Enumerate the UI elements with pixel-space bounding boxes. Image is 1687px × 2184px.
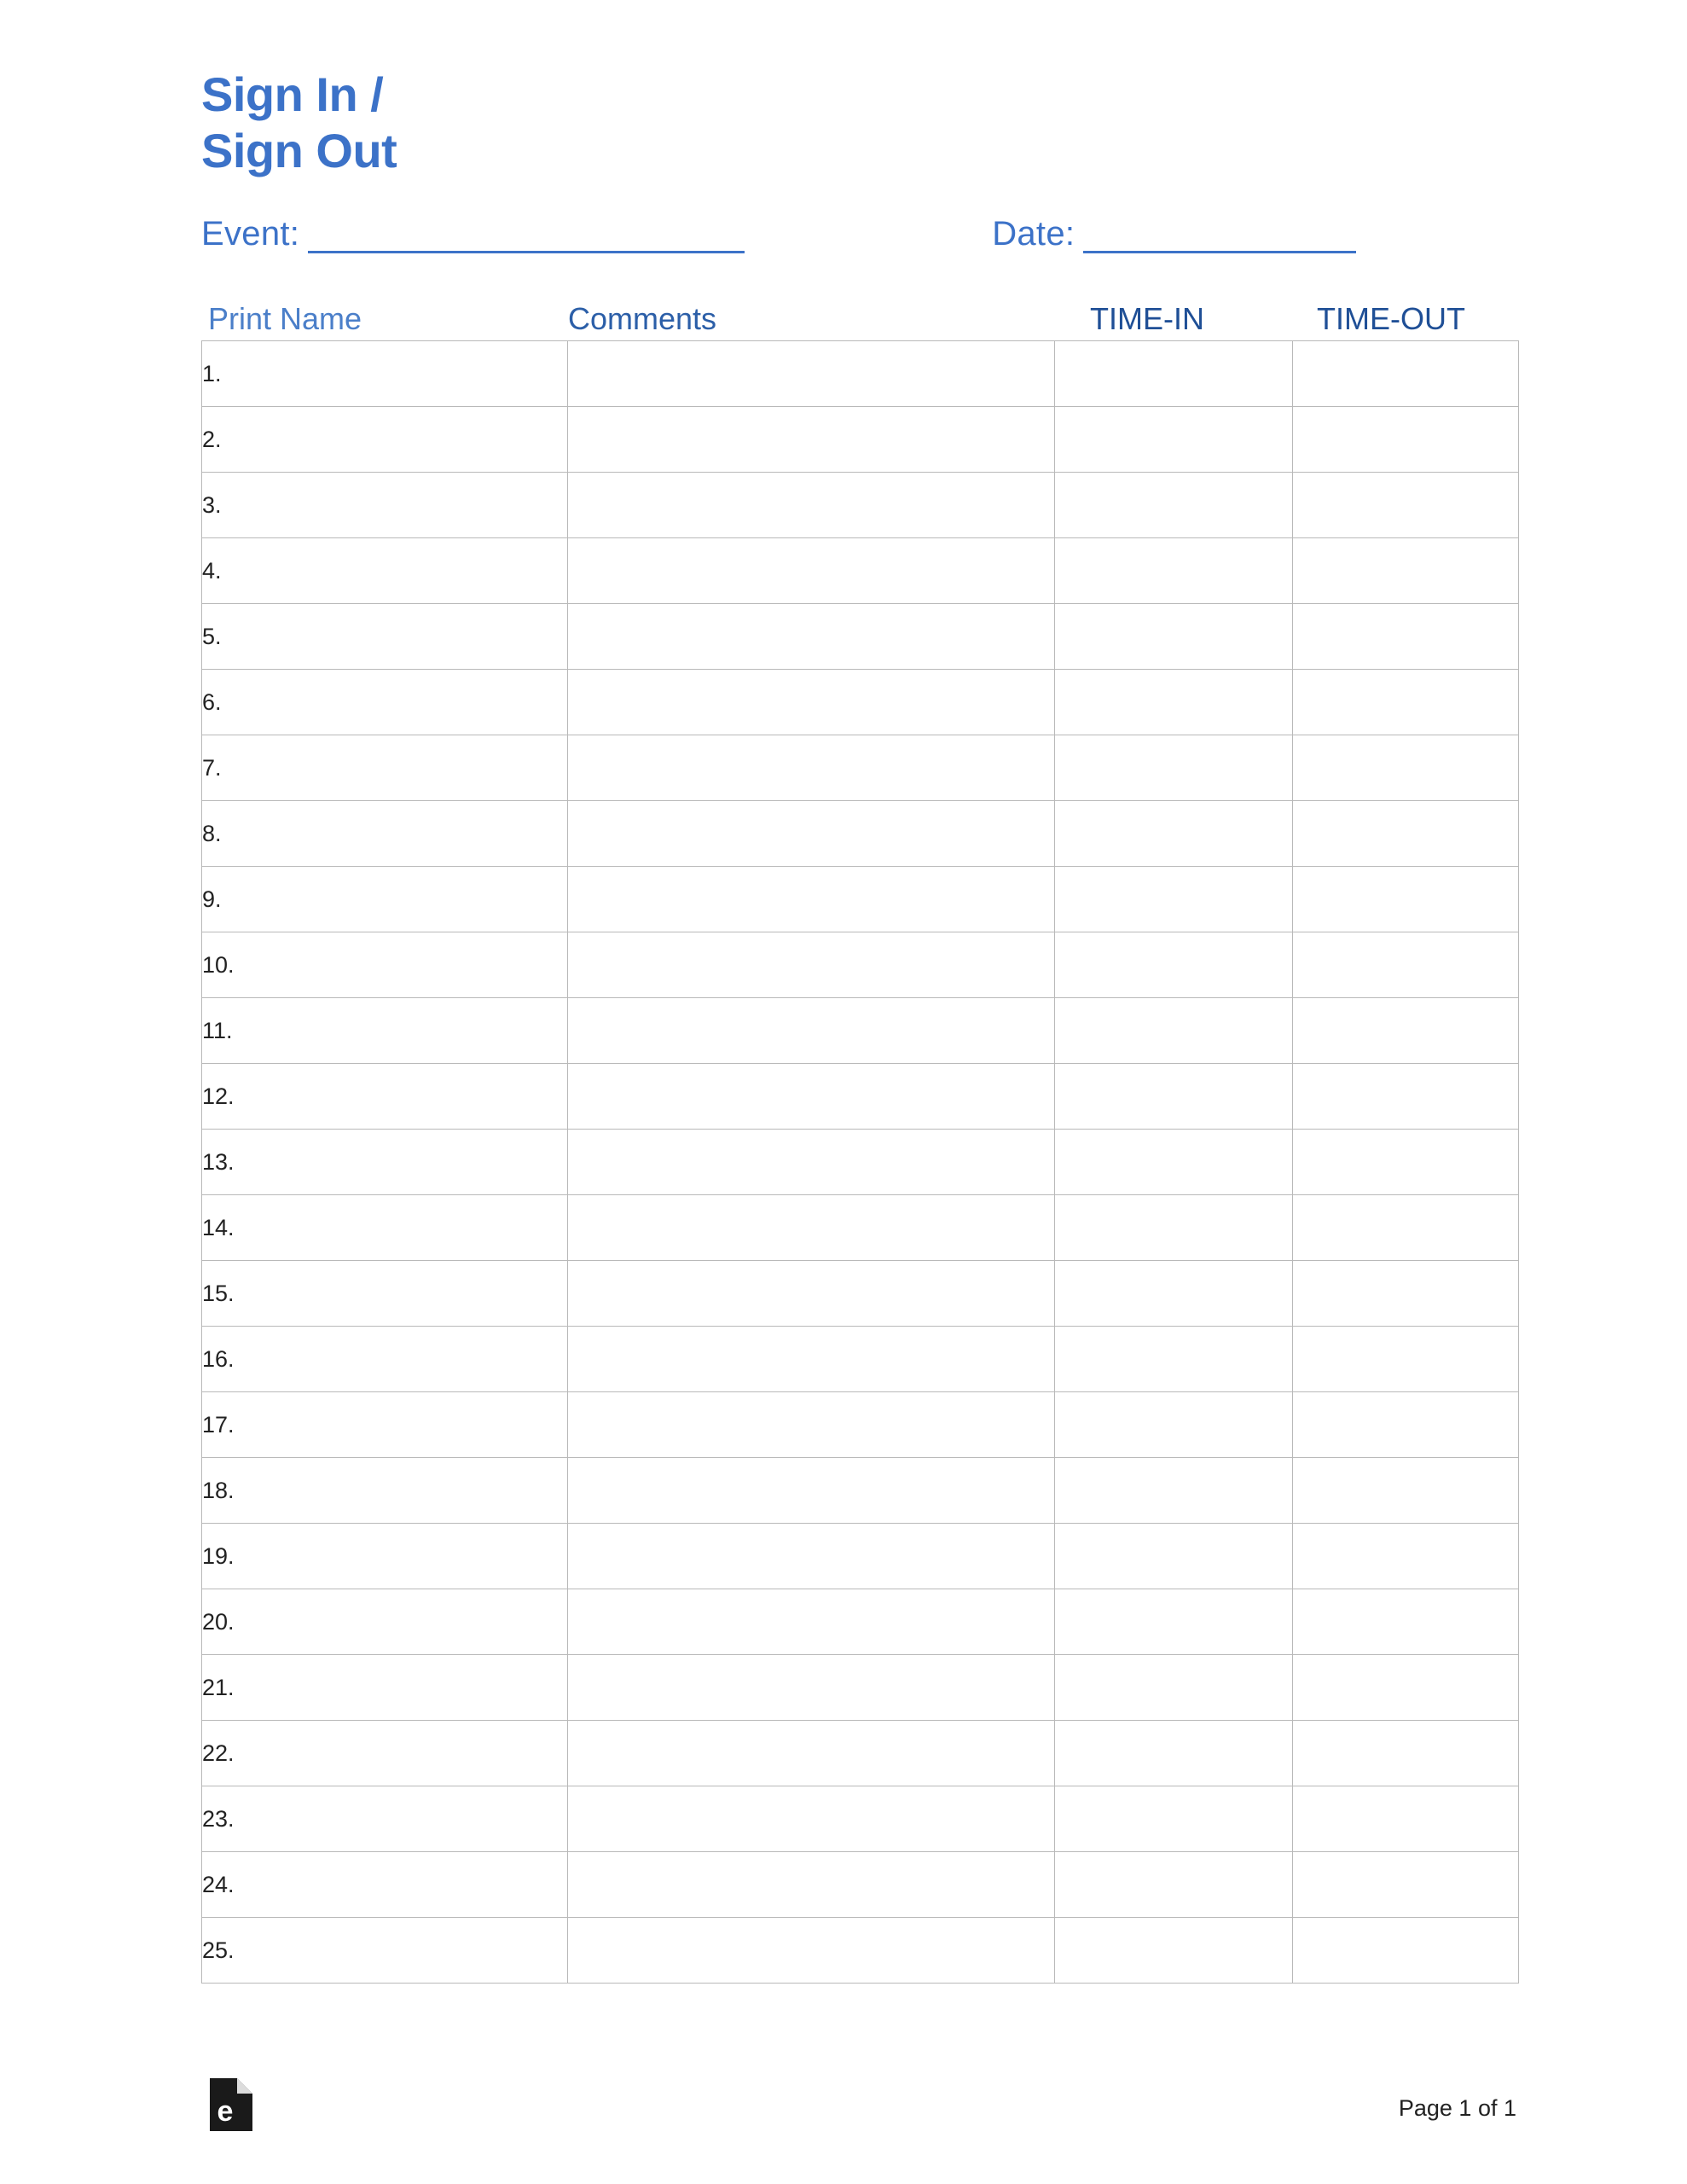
row-time-out-cell[interactable] bbox=[1293, 473, 1519, 538]
table-row bbox=[202, 1458, 1519, 1524]
table-row bbox=[202, 604, 1519, 670]
row-comments-cell[interactable] bbox=[568, 341, 1055, 407]
column-header-time-in: TIME-IN bbox=[1090, 301, 1204, 337]
row-comments-cell[interactable] bbox=[568, 932, 1055, 998]
row-comments-cell[interactable] bbox=[568, 473, 1055, 538]
column-header-time-out: TIME-OUT bbox=[1317, 301, 1465, 337]
row-time-in-cell[interactable] bbox=[1055, 735, 1293, 801]
row-time-in-cell[interactable] bbox=[1055, 1261, 1293, 1327]
row-comments-cell[interactable] bbox=[568, 1524, 1055, 1589]
row-time-out-cell[interactable] bbox=[1293, 1130, 1519, 1195]
row-number: 9. bbox=[202, 867, 568, 932]
table-row bbox=[202, 1655, 1519, 1721]
row-comments-cell[interactable] bbox=[568, 735, 1055, 801]
document-content bbox=[201, 51, 1515, 1984]
row-time-out-cell[interactable] bbox=[1293, 1524, 1519, 1589]
row-number: 3. bbox=[202, 473, 568, 538]
table-row bbox=[202, 1130, 1519, 1195]
row-time-out-cell[interactable] bbox=[1293, 735, 1519, 801]
row-time-in-cell[interactable] bbox=[1055, 1918, 1293, 1984]
row-comments-cell[interactable] bbox=[568, 1721, 1055, 1786]
page-number: Page 1 of 1 bbox=[1398, 2095, 1516, 2121]
table-row bbox=[202, 932, 1519, 998]
row-time-in-cell[interactable] bbox=[1055, 998, 1293, 1064]
row-time-in-cell[interactable] bbox=[1055, 1458, 1293, 1524]
row-number: 25. bbox=[202, 1918, 568, 1984]
row-number: 8. bbox=[202, 801, 568, 867]
row-time-out-cell[interactable] bbox=[1293, 1064, 1519, 1130]
table-row bbox=[202, 473, 1519, 538]
row-time-out-cell[interactable] bbox=[1293, 801, 1519, 867]
row-time-in-cell[interactable] bbox=[1055, 1721, 1293, 1786]
table-row bbox=[202, 1327, 1519, 1392]
row-comments-cell[interactable] bbox=[568, 407, 1055, 473]
sign-in-table-body bbox=[202, 341, 1519, 1984]
row-time-out-cell[interactable] bbox=[1293, 1392, 1519, 1458]
table-row bbox=[202, 670, 1519, 735]
table-row bbox=[202, 1195, 1519, 1261]
event-input-blank[interactable] bbox=[308, 222, 745, 253]
row-comments-cell[interactable] bbox=[568, 1327, 1055, 1392]
row-number: 14. bbox=[202, 1195, 568, 1261]
row-time-out-cell[interactable] bbox=[1293, 604, 1519, 670]
row-time-in-cell[interactable] bbox=[1055, 1130, 1293, 1195]
page-title-line-2: Sign Out bbox=[201, 124, 397, 178]
row-time-out-cell[interactable] bbox=[1293, 1655, 1519, 1721]
row-comments-cell[interactable] bbox=[568, 538, 1055, 604]
table-row bbox=[202, 1261, 1519, 1327]
table-row bbox=[202, 407, 1519, 473]
eforms-logo-icon bbox=[208, 2077, 254, 2133]
date-input-blank[interactable] bbox=[1083, 222, 1356, 253]
row-number: 19. bbox=[202, 1524, 568, 1589]
row-time-in-cell[interactable] bbox=[1055, 538, 1293, 604]
row-time-in-cell[interactable] bbox=[1055, 1786, 1293, 1852]
row-time-out-cell[interactable] bbox=[1293, 867, 1519, 932]
row-comments-cell[interactable] bbox=[568, 1918, 1055, 1984]
row-time-out-cell[interactable] bbox=[1293, 1458, 1519, 1524]
table-row bbox=[202, 1852, 1519, 1918]
row-time-in-cell[interactable] bbox=[1055, 473, 1293, 538]
row-time-out-cell[interactable] bbox=[1293, 1261, 1519, 1327]
row-time-out-cell[interactable] bbox=[1293, 341, 1519, 407]
row-time-in-cell[interactable] bbox=[1055, 407, 1293, 473]
row-number: 1. bbox=[202, 341, 568, 407]
row-comments-cell[interactable] bbox=[568, 801, 1055, 867]
row-time-out-cell[interactable] bbox=[1293, 1721, 1519, 1786]
row-number: 21. bbox=[202, 1655, 568, 1721]
table-row bbox=[202, 1786, 1519, 1852]
row-comments-cell[interactable] bbox=[568, 1392, 1055, 1458]
sign-in-table bbox=[201, 340, 1519, 1984]
row-number: 16. bbox=[202, 1327, 568, 1392]
row-comments-cell[interactable] bbox=[568, 1064, 1055, 1130]
table-row bbox=[202, 1524, 1519, 1589]
table-row bbox=[202, 538, 1519, 604]
row-number: 10. bbox=[202, 932, 568, 998]
table-row bbox=[202, 1392, 1519, 1458]
row-number: 2. bbox=[202, 407, 568, 473]
row-number: 23. bbox=[202, 1786, 568, 1852]
row-time-in-cell[interactable] bbox=[1055, 604, 1293, 670]
row-time-in-cell[interactable] bbox=[1055, 1392, 1293, 1458]
row-number: 5. bbox=[202, 604, 568, 670]
row-comments-cell[interactable] bbox=[568, 670, 1055, 735]
row-time-out-cell[interactable] bbox=[1293, 998, 1519, 1064]
row-time-out-cell[interactable] bbox=[1293, 670, 1519, 735]
row-comments-cell[interactable] bbox=[568, 998, 1055, 1064]
row-comments-cell[interactable] bbox=[568, 1195, 1055, 1261]
table-row bbox=[202, 735, 1519, 801]
table-row bbox=[202, 801, 1519, 867]
row-time-in-cell[interactable] bbox=[1055, 932, 1293, 998]
row-time-in-cell[interactable] bbox=[1055, 1852, 1293, 1918]
column-header-comments: Comments bbox=[568, 301, 717, 337]
row-time-in-cell[interactable] bbox=[1055, 1524, 1293, 1589]
column-header-print-name: Print Name bbox=[208, 301, 362, 337]
row-time-out-cell[interactable] bbox=[1293, 538, 1519, 604]
row-number: 11. bbox=[202, 998, 568, 1064]
row-time-out-cell[interactable] bbox=[1293, 1589, 1519, 1655]
row-time-in-cell[interactable] bbox=[1055, 670, 1293, 735]
row-time-in-cell[interactable] bbox=[1055, 1195, 1293, 1261]
row-time-out-cell[interactable] bbox=[1293, 932, 1519, 998]
row-time-in-cell[interactable] bbox=[1055, 1327, 1293, 1392]
page-footer bbox=[201, 2077, 1516, 2136]
row-comments-cell[interactable] bbox=[568, 1655, 1055, 1721]
table-row bbox=[202, 1721, 1519, 1786]
row-time-in-cell[interactable] bbox=[1055, 1064, 1293, 1130]
row-time-in-cell[interactable] bbox=[1055, 1655, 1293, 1721]
table-row bbox=[202, 867, 1519, 932]
row-time-out-cell[interactable] bbox=[1293, 1918, 1519, 1984]
row-number: 17. bbox=[202, 1392, 568, 1458]
row-comments-cell[interactable] bbox=[568, 1261, 1055, 1327]
row-time-in-cell[interactable] bbox=[1055, 801, 1293, 867]
row-number: 6. bbox=[202, 670, 568, 735]
date-label: Date: bbox=[992, 215, 1075, 253]
row-number: 18. bbox=[202, 1458, 568, 1524]
table-column-headers bbox=[201, 282, 1515, 337]
svg-text:e: e bbox=[217, 2095, 234, 2128]
row-time-out-cell[interactable] bbox=[1293, 1327, 1519, 1392]
row-number: 15. bbox=[202, 1261, 568, 1327]
row-number: 20. bbox=[202, 1589, 568, 1655]
page-title bbox=[201, 51, 1515, 179]
row-time-out-cell[interactable] bbox=[1293, 1852, 1519, 1918]
row-time-out-cell[interactable] bbox=[1293, 1786, 1519, 1852]
row-comments-cell[interactable] bbox=[568, 1130, 1055, 1195]
event-label: Event: bbox=[201, 215, 300, 253]
row-number: 12. bbox=[202, 1064, 568, 1130]
row-comments-cell[interactable] bbox=[568, 1852, 1055, 1918]
row-number: 7. bbox=[202, 735, 568, 801]
row-number: 13. bbox=[202, 1130, 568, 1195]
row-comments-cell[interactable] bbox=[568, 1786, 1055, 1852]
row-time-in-cell[interactable] bbox=[1055, 341, 1293, 407]
date-field bbox=[992, 215, 1356, 253]
table-row bbox=[202, 1589, 1519, 1655]
row-time-out-cell[interactable] bbox=[1293, 1195, 1519, 1261]
row-time-out-cell[interactable] bbox=[1293, 407, 1519, 473]
row-number: 22. bbox=[202, 1721, 568, 1786]
row-time-in-cell[interactable] bbox=[1055, 867, 1293, 932]
event-field bbox=[201, 215, 745, 253]
row-comments-cell[interactable] bbox=[568, 1589, 1055, 1655]
page-title-line-1: Sign In / bbox=[201, 67, 384, 121]
table-row bbox=[202, 998, 1519, 1064]
table-row bbox=[202, 1064, 1519, 1130]
row-number: 4. bbox=[202, 538, 568, 604]
row-time-in-cell[interactable] bbox=[1055, 1589, 1293, 1655]
table-row bbox=[202, 341, 1519, 407]
table-row bbox=[202, 1918, 1519, 1984]
meta-row bbox=[201, 215, 1515, 253]
row-comments-cell[interactable] bbox=[568, 604, 1055, 670]
row-number: 24. bbox=[202, 1852, 568, 1918]
row-comments-cell[interactable] bbox=[568, 867, 1055, 932]
row-comments-cell[interactable] bbox=[568, 1458, 1055, 1524]
